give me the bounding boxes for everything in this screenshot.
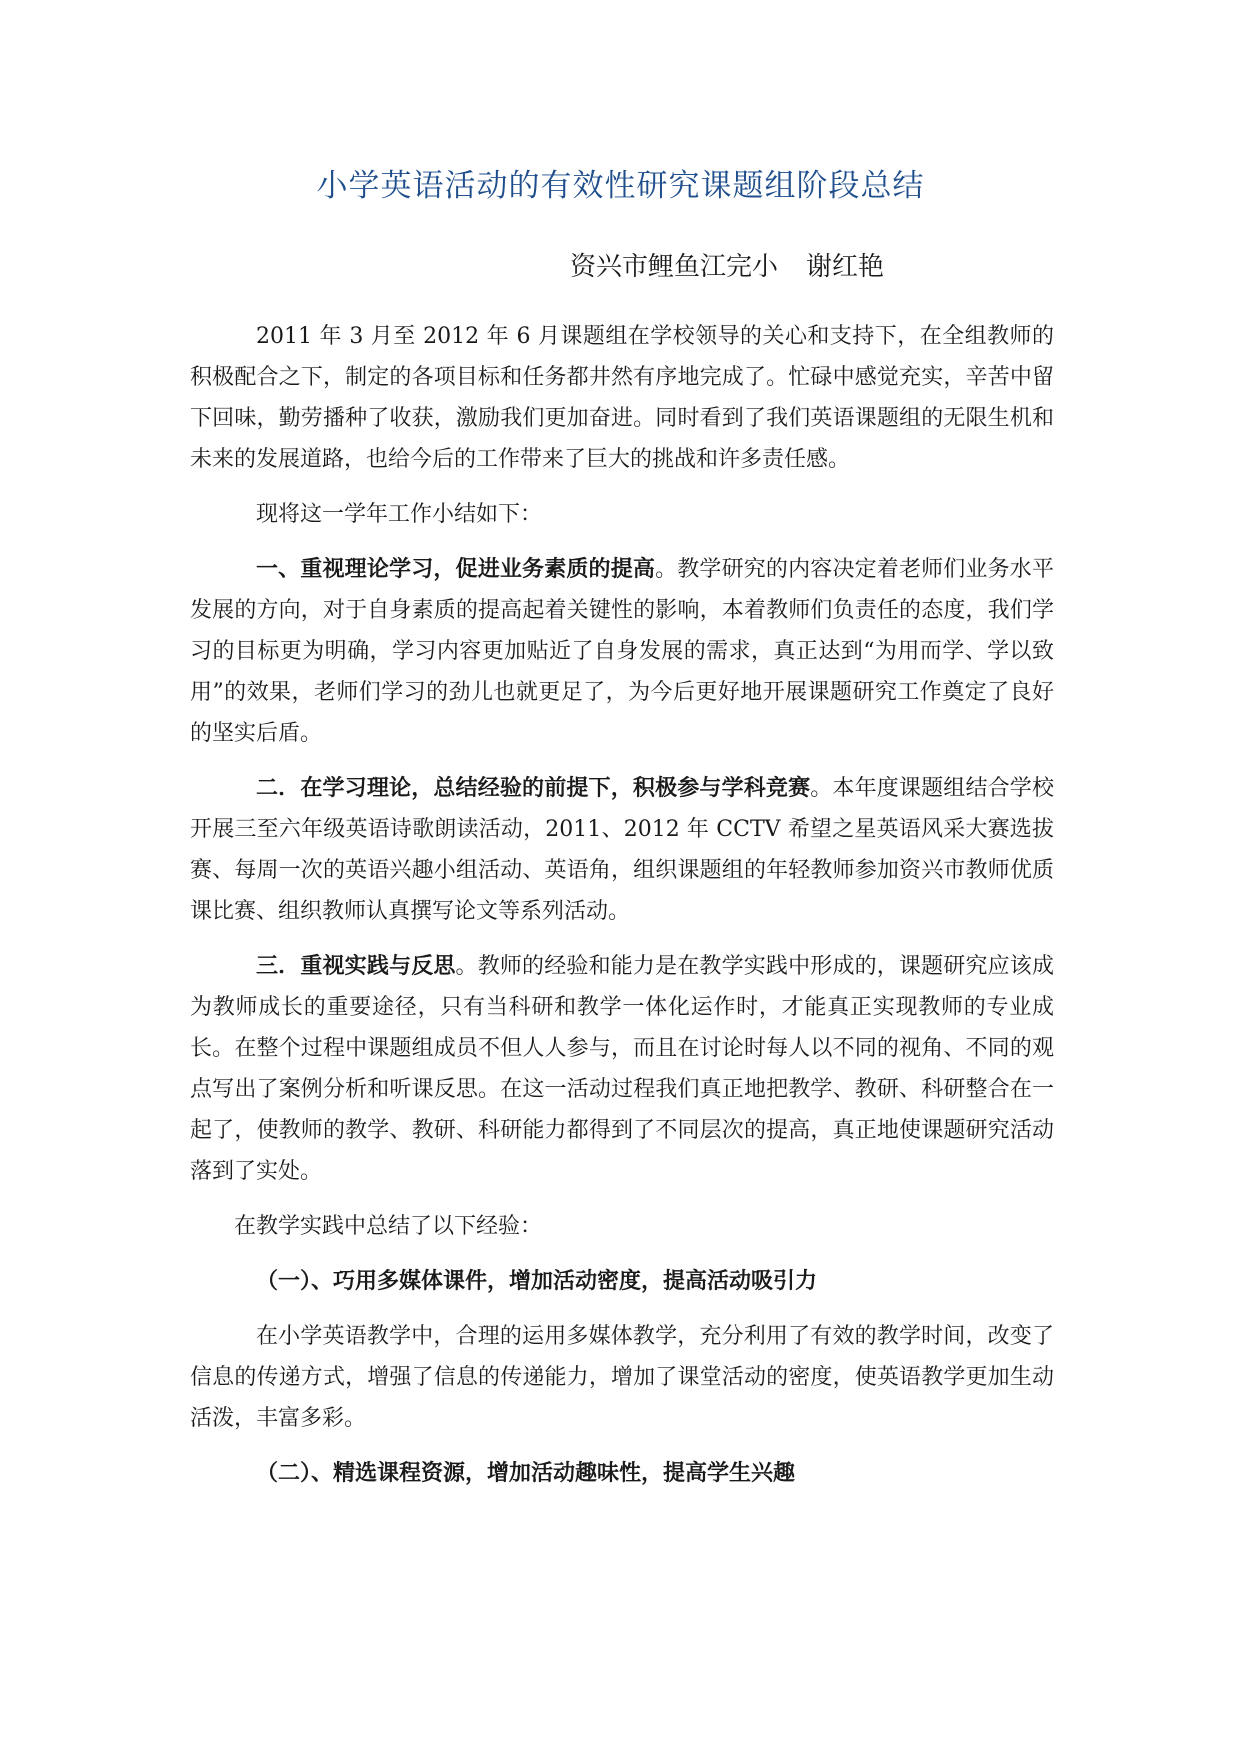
experience-heading-1: （一）、巧用多媒体课件，增加活动密度，提高活动吸引力 — [256, 1269, 818, 1294]
section-1-text: 。教学研究的内容决定着老师们业务水平发展的方向，对于自身素质的提高起着关键性的影响，本着教师们负责任的态度，我们学习的目标更为明确，学习内容更加贴近了自身发展的需求，真正达到“为用而学、学以致用”的效果，老师们学习的劲儿也就更足了，为今后更好地开展课题研究工作奠定了良好的坚实后盾。 — [190, 557, 1054, 746]
experience-heading-2: （二）、精选课程资源，增加活动趣味性，提高学生兴趣 — [256, 1461, 796, 1486]
author-name: 谢红艳 — [806, 252, 885, 282]
author-organization: 资兴市鲤鱼江完小 — [570, 252, 779, 282]
author-line — [570, 246, 884, 283]
experience-paragraph-1: 在小学英语教学中，合理的运用多媒体教学，充分利用了有效的教学时间，改变了信息的传递方式，增强了信息的传递能力，增加了课堂活动的密度，使英语教学更加生动活泼，丰富多彩。 — [190, 1324, 1054, 1431]
intro-paragraph: 2011 年 3 月至 2012 年 6 月课题组在学校领导的关心和支持下，在全组教师的积极配合之下，制定的各项目标和任务都井然有序地完成了。忙碌中感觉充实，辛苦中留下回味，勤劳播种了收获，激励我们更加奋进。同时看到了我们英语课题组的无限生机和未来的发展道路，也给今后的工作带来了巨大的挑战和许多责任感。 — [190, 324, 1054, 472]
document-body — [190, 316, 1054, 1508]
summary-intro: 现将这一学年工作小结如下： — [256, 502, 543, 527]
section-2-paragraph — [190, 768, 1054, 932]
section-3-text: 。教师的经验和能力是在教学实践中形成的，课题研究应该成为教师成长的重要途径，只有当科研和教学一体化运作时，才能真正实现教师的专业成长。在整个过程中课题组成员不但人人参与，而且在讨论时每人以不同的视角、不同的观点写出了案例分析和听课反思。在这一活动过程我们真正地把教学、教研、科研整合在一起了，使教师的教学、教研、科研能力都得到了不同层次的提高，真正地使课题研究活动落到了实处。 — [190, 954, 1054, 1184]
section-3-paragraph — [190, 946, 1054, 1192]
experience-intro: 在教学实践中总结了以下经验： — [234, 1214, 543, 1239]
section-3-heading: 三．重视实践与反思 — [256, 954, 456, 979]
section-2-heading: 二．在学习理论，总结经验的前提下，积极参与学科竞赛 — [256, 776, 811, 801]
section-1-paragraph — [190, 549, 1054, 754]
section-2-text: 。本年度课题组结合学校开展三至六年级英语诗歌朗读活动，2011、2012 年 CCTV 希望之星英语风采大赛选拔赛、每周一次的英语兴趣小组活动、英语角，组织课题组的年轻教师参加资兴市教师优质课比赛、组织教师认真撰写论文等系列活动。 — [190, 776, 1054, 924]
document-title: 小学英语活动的有效性研究课题组阶段总结 — [316, 168, 925, 204]
section-1-heading: 一、重视理论学习，促进业务素质的提高 — [256, 557, 656, 582]
